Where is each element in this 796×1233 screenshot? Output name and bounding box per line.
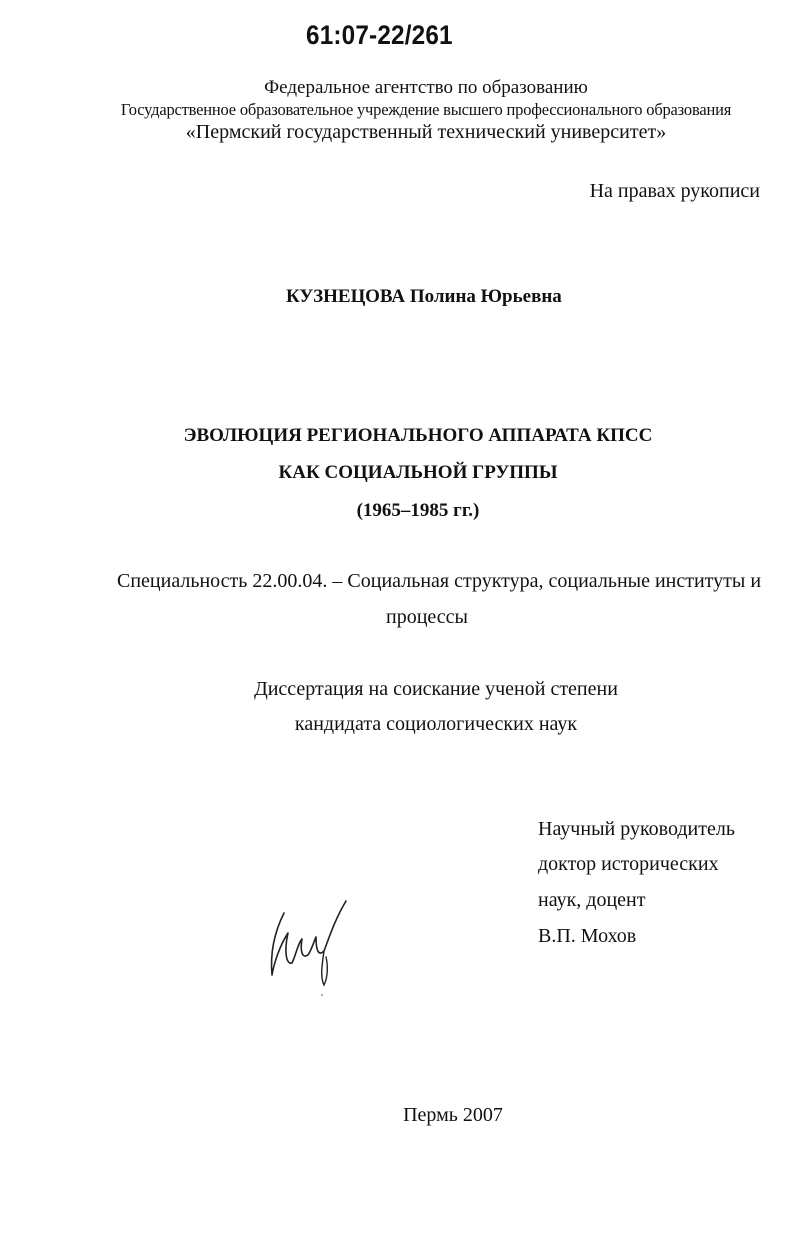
institution-type: Государственное образовательное учреждение высшего профессионального образования <box>120 100 732 119</box>
title-years: (1965–1985 гг.) <box>356 500 480 521</box>
city-year: Пермь 2007 <box>403 1104 503 1126</box>
agency-name: Федеральное агентство по образованию <box>264 77 588 98</box>
university-name: «Пермский государственный технический университет» <box>185 121 667 143</box>
specialty-line-1: Специальность 22.00.04. – Социальная структура, социальные институты и <box>117 570 762 592</box>
specialty-line-2: процессы <box>386 606 468 628</box>
supervisor-degree-line-2: наук, доцент <box>538 889 646 911</box>
handwritten-signature <box>262 893 362 1003</box>
supervisor-role: Научный руководитель <box>538 818 735 840</box>
supervisor-degree-line-1: доктор исторических <box>538 853 719 875</box>
archive-stamp: 61:07-22/261 <box>306 20 453 50</box>
author-name: КУЗНЕЦОВА Полина Юрьевна <box>286 286 562 307</box>
title-line-1: ЭВОЛЮЦИЯ РЕГИОНАЛЬНОГО АППАРАТА КПСС <box>183 425 653 446</box>
manuscript-rights-label: На правах рукописи <box>589 180 760 202</box>
title-line-2: КАК СОЦИАЛЬНОЙ ГРУППЫ <box>278 462 558 483</box>
dissertation-line-1: Диссертация на соискание ученой степени <box>254 678 618 700</box>
dissertation-line-2: кандидата социологических наук <box>294 713 578 735</box>
supervisor-name: В.П. Мохов <box>538 925 637 947</box>
